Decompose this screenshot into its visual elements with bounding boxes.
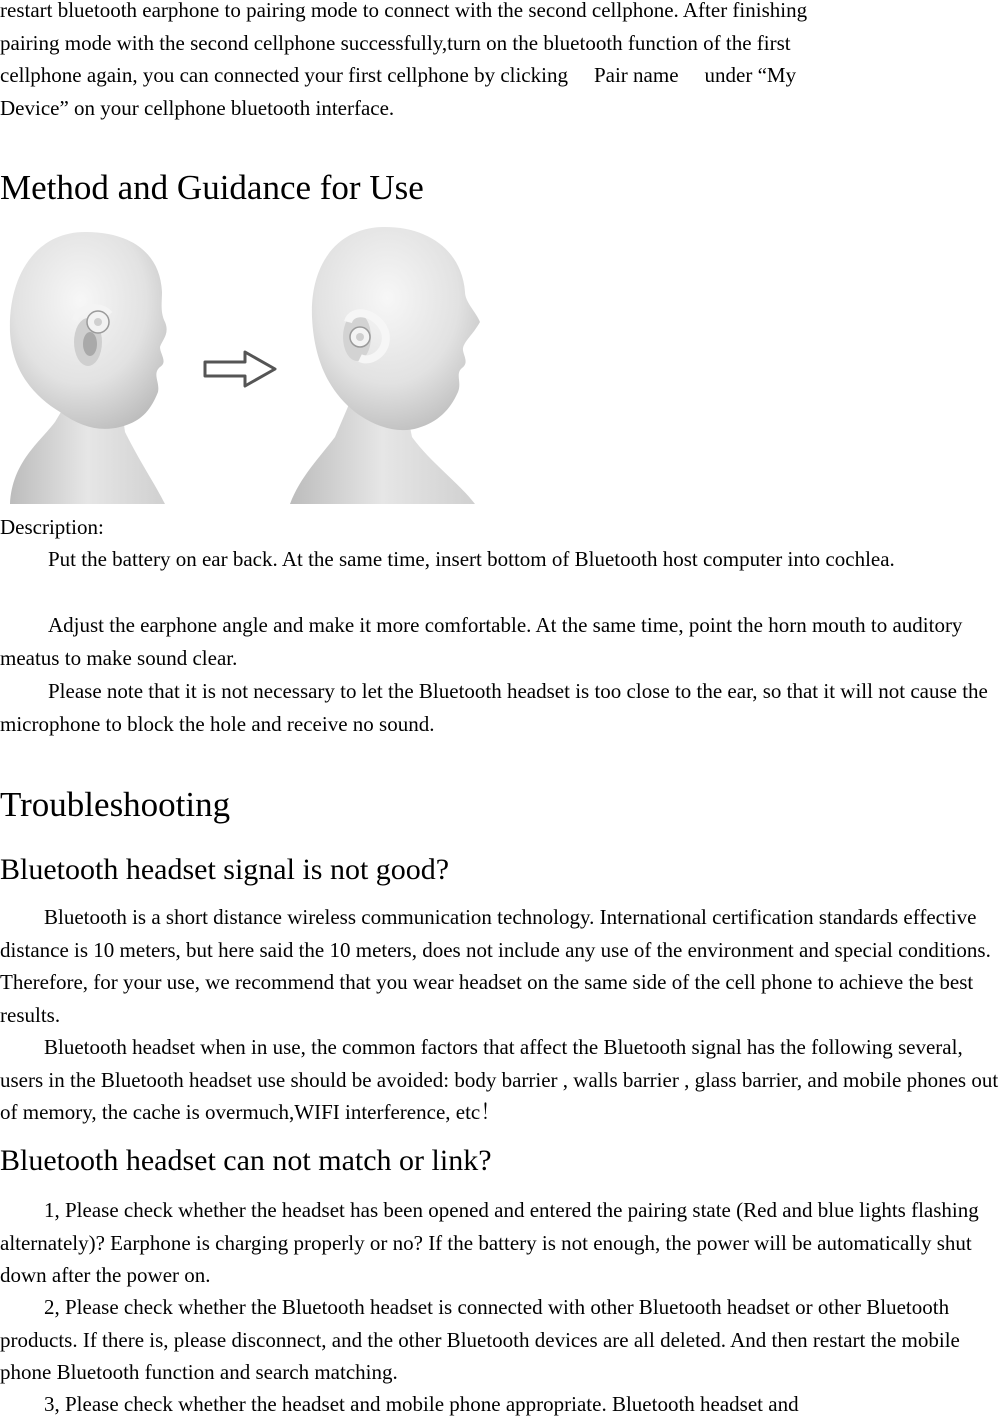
head-right-icon bbox=[290, 227, 480, 504]
intro-line-3c: under “My bbox=[704, 63, 797, 87]
signal-paragraph-1: Bluetooth is a short distance wireless communication technology. International certification standards effective distance is 10 meters, but here said the 10 meters, does not include any use of the environment and special conditions. Therefore, for your use, we recommend that you wear headset on the same side of the cell phone to achieve the best results. bbox=[0, 905, 991, 1027]
method-paragraph-3: Please note that it is not necessary to let the Bluetooth headset is too close to the ear, so that it will not cause the microphone to block the hole and receive no sound. bbox=[0, 679, 988, 736]
usage-figure bbox=[0, 222, 482, 504]
description-label: Description: bbox=[0, 515, 104, 539]
intro-line-1: restart bluetooth earphone to pairing mode to connect with the second cellphone. After finishing bbox=[0, 0, 808, 22]
intro-line-3a: cellphone again, you can connected your first cellphone by clicking bbox=[0, 63, 568, 87]
intro-line-4: Device” on your cellphone bluetooth interface. bbox=[0, 95, 395, 120]
match-paragraph-2: 2, Please check whether the Bluetooth headset is connected with other Bluetooth headset or other Bluetooth products. If there is, please disconnect, and the other Bluetooth devices are all deleted. And then restart the mobile phone Bluetooth function and search matching. bbox=[0, 1295, 960, 1384]
match-paragraph-1: 1, Please check whether the headset has been opened and entered the pairing state (Red and blue lights flashing alternately)? Earphone is charging properly or no? If the battery is not enough, the power will be automatically shut down after the power on. bbox=[0, 1198, 979, 1287]
intro-line-2: pairing mode with the second cellphone successfully,turn on the bluetooth function of the first bbox=[0, 30, 791, 55]
signal-heading: Bluetooth headset signal is not good? bbox=[0, 853, 450, 886]
troubleshooting-heading: Troubleshooting bbox=[0, 785, 231, 824]
match-heading: Bluetooth headset can not match or link? bbox=[0, 1144, 492, 1177]
method-paragraph-1: Put the battery on ear back. At the same time, insert bottom of Bluetooth host computer into cochlea. bbox=[48, 547, 895, 571]
method-heading: Method and Guidance for Use bbox=[0, 168, 424, 207]
method-paragraph-2: Adjust the earphone angle and make it more comfortable. At the same time, point the horn mouth to auditory meatus to make sound clear. bbox=[0, 613, 963, 670]
head-left-icon bbox=[10, 232, 167, 504]
intro-pair-name: Pair name bbox=[593, 63, 679, 87]
right-arrow-icon bbox=[205, 352, 275, 386]
signal-paragraph-2: Bluetooth headset when in use, the common factors that affect the Bluetooth signal has the following several, users in the Bluetooth headset use should be avoided: body barrier , walls barrier , glass barrier, and mobile phones out of memory, the cache is overmuch,WIFI interference, etc！ bbox=[0, 1035, 999, 1124]
intro-paragraph bbox=[0, 0, 1007, 124]
match-paragraph-3: 3, Please check whether the headset and mobile phone appropriate. Bluetooth headset and bbox=[44, 1392, 799, 1416]
